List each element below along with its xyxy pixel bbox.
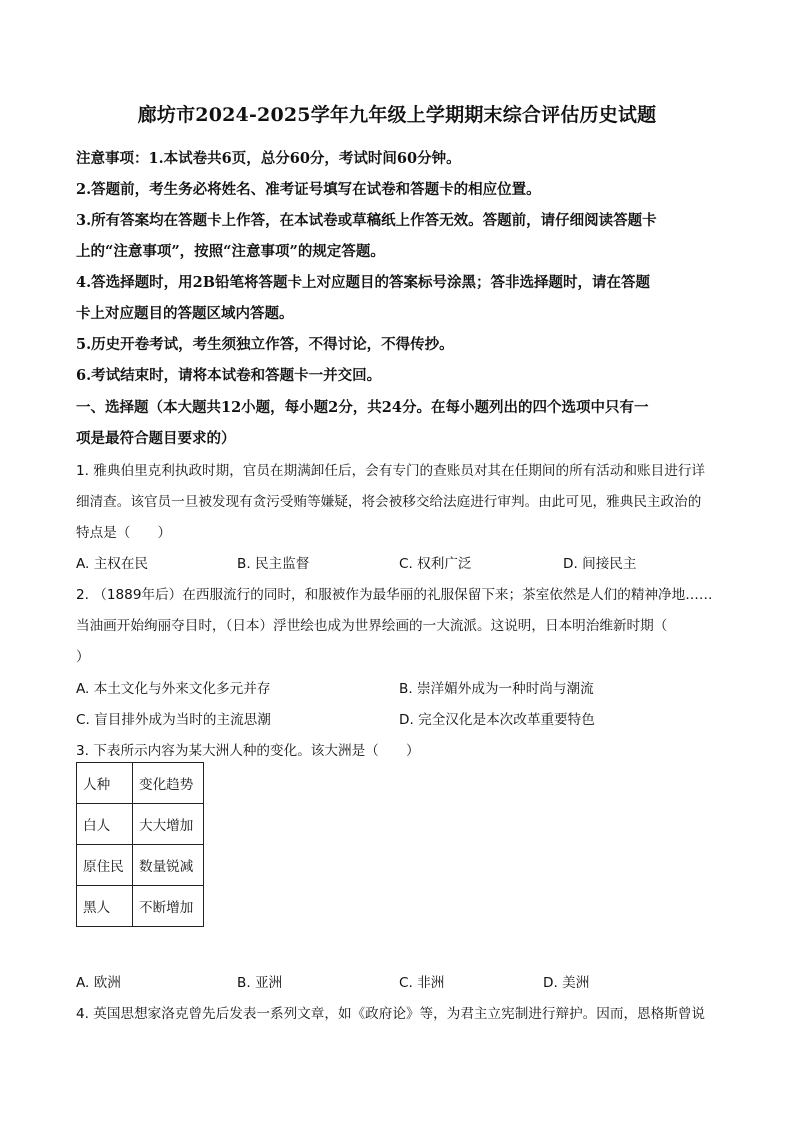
question-1-text: 1. 雅典伯里克利执政时期，官员在期满卸任后，会有专门的查账员对其在任期间的所有活动和账目进行详 xyxy=(76,463,706,479)
table-cell: 原住民 xyxy=(77,845,133,886)
option-d: D. 美洲 xyxy=(543,975,590,991)
note-line: 5.历史开卷考试，考生须独立作答，不得讨论，不得传抄。 xyxy=(76,336,454,353)
table-row xyxy=(77,886,204,927)
table-cell: 黑人 xyxy=(77,886,133,927)
table-header-cell: 变化趋势 xyxy=(133,763,204,804)
section-heading: 项是最符合题目要求的） xyxy=(76,430,236,447)
race-change-table xyxy=(76,762,204,927)
option-c: C. 权利广泛 xyxy=(399,556,472,572)
table-row xyxy=(77,845,204,886)
question-1-text: 细清查。该官员一旦被发现有贪污受贿等嫌疑，将会被移交给法庭进行审判。由此可见，雅典民主政治的 xyxy=(76,494,702,510)
option-c: C. 非洲 xyxy=(399,975,445,991)
note-line: 注意事项：1.本试卷共6页，总分60分，考试时间60分钟。 xyxy=(76,150,461,167)
option-b: B. 崇洋媚外成为一种时尚与潮流 xyxy=(399,681,594,697)
question-2-text: ） xyxy=(76,649,90,665)
option-b: B. 亚洲 xyxy=(237,975,283,991)
exam-title: 廊坊市2024-2025学年九年级上学期期末综合评估历史试题 xyxy=(137,104,657,126)
option-a: A. 主权在民 xyxy=(76,556,149,572)
section-heading: 一、选择题（本大题共12小题，每小题2分，共24分。在每小题列出的四个选项中只有一 xyxy=(76,399,649,416)
question-3-text: 3. 下表所示内容为某大洲人种的变化。该大洲是（ ） xyxy=(76,743,420,759)
option-d: D. 间接民主 xyxy=(563,556,637,572)
question-4-text: 4. 英国思想家洛克曾先后发表一系列文章，如《政府论》等，为君主立宪制进行辩护。因而，恩格斯曾说 xyxy=(76,1006,706,1022)
note-line: 卡上对应题目的答题区域内答题。 xyxy=(76,305,294,322)
table-cell: 不断增加 xyxy=(133,886,204,927)
question-2-text: 2. （1889年后）在西服流行的同时，和服被作为最华丽的礼服保留下来；茶室依然是人们的精神净地…… xyxy=(76,587,713,603)
table-header-cell: 人种 xyxy=(77,763,133,804)
note-line: 2.答题前，考生务必将姓名、准考证号填写在试卷和答题卡的相应位置。 xyxy=(76,181,541,198)
option-a: A. 欧洲 xyxy=(76,975,121,991)
note-line: 上的“注意事项”，按照“注意事项”的规定答题。 xyxy=(76,243,385,260)
table-cell: 数量锐减 xyxy=(133,845,204,886)
question-1-text: 特点是（ ） xyxy=(76,525,172,541)
table-cell: 大大增加 xyxy=(133,804,204,845)
option-c: C. 盲目排外成为当时的主流思潮 xyxy=(76,712,271,728)
note-line: 3.所有答案均在答题卡上作答，在本试卷或草稿纸上作答无效。答题前，请仔细阅读答题卡 xyxy=(76,212,657,229)
option-d: D. 完全汉化是本次改革重要特色 xyxy=(399,712,595,728)
table-row xyxy=(77,804,204,845)
table-cell: 白人 xyxy=(77,804,133,845)
note-line: 6.考试结束时，请将本试卷和答题卡一并交回。 xyxy=(76,367,382,384)
option-a: A. 本土文化与外来文化多元并存 xyxy=(76,681,271,697)
note-line: 4.答选择题时，用2B铅笔将答题卡上对应题目的答案标号涂黑；答非选择题时，请在答题 xyxy=(76,274,650,291)
option-b: B. 民主监督 xyxy=(237,556,310,572)
table-header-row xyxy=(77,763,204,804)
question-2-text: 当油画开始绚丽夺目时，（日本）浮世绘也成为世界绘画的一大流派。这说明，日本明治维新时期（ xyxy=(76,618,668,634)
